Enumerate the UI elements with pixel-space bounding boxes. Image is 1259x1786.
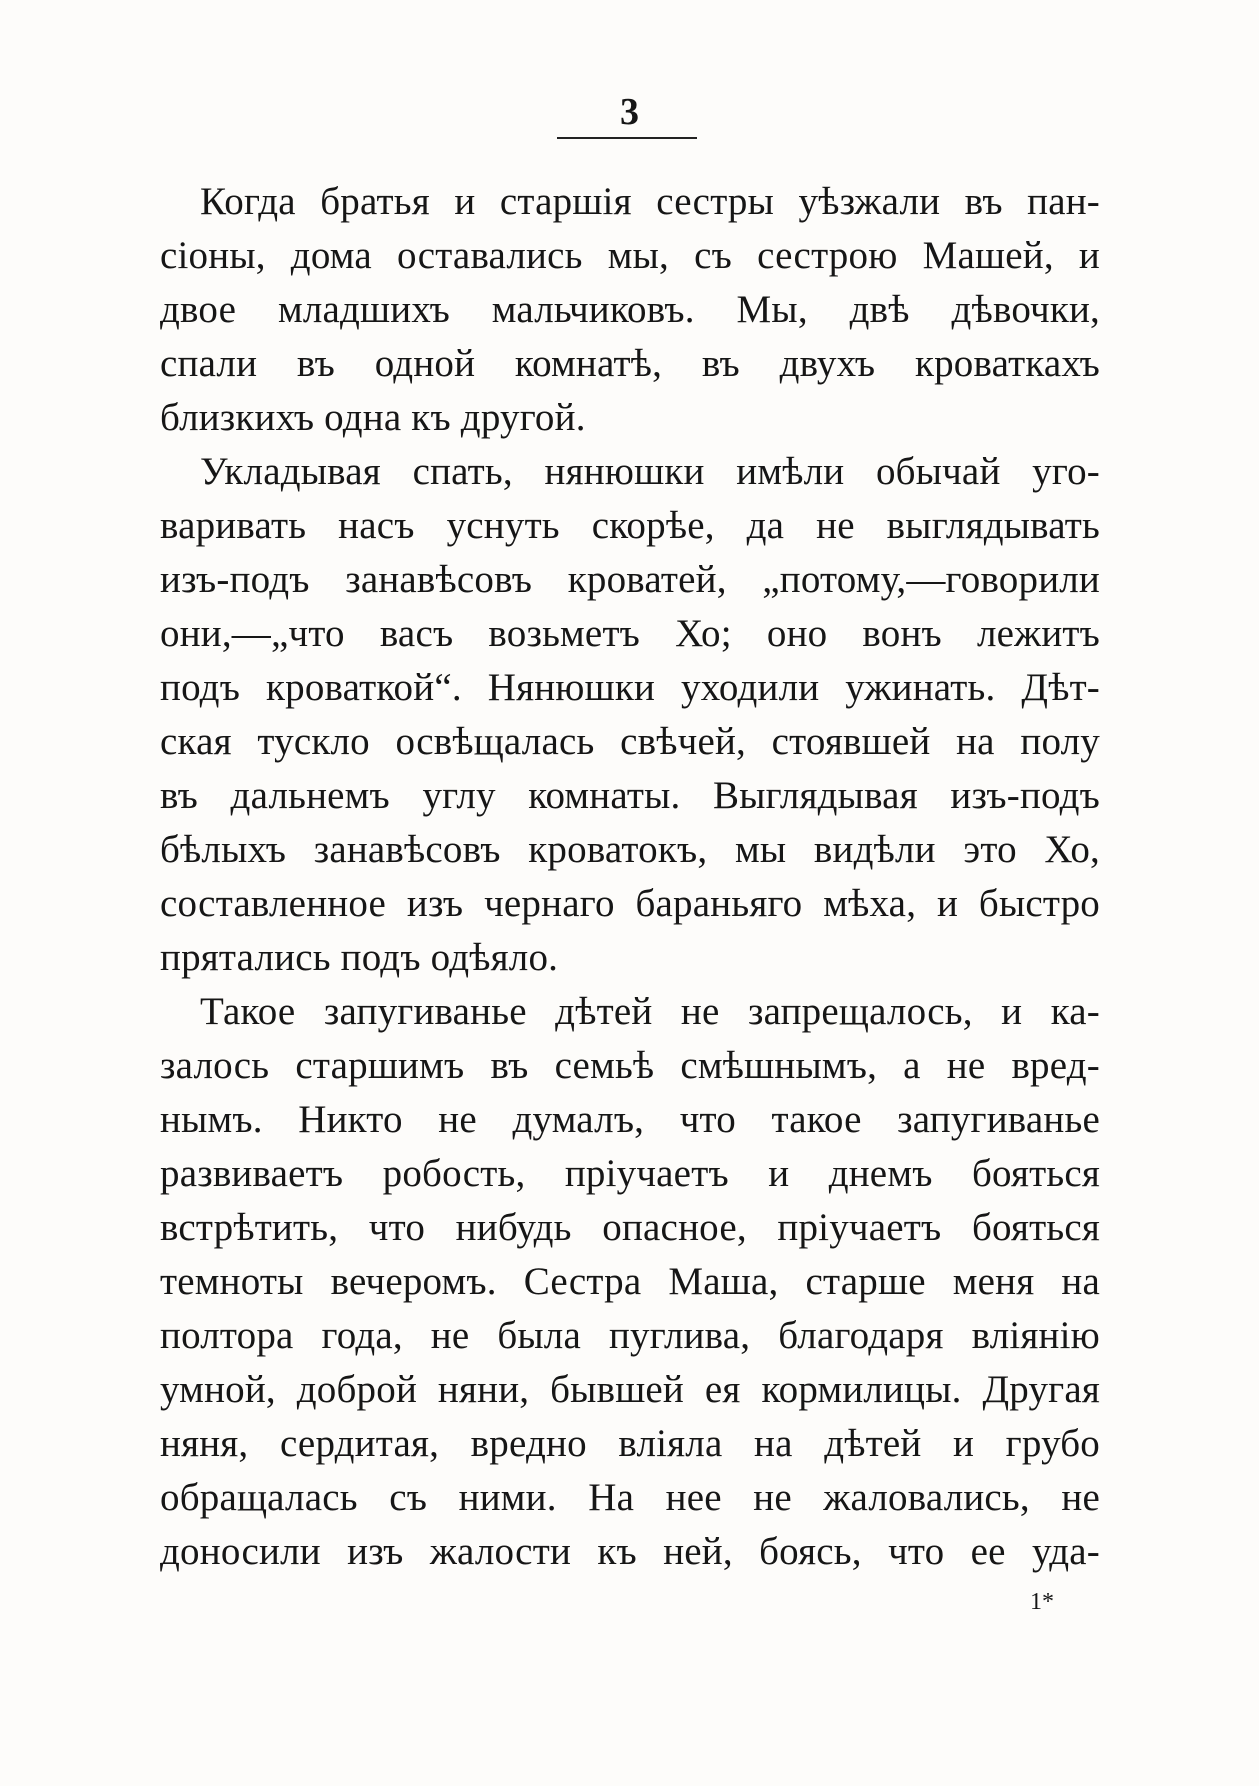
text-line: развиваетъ робость, пріучаетъ и днемъ бояться: [160, 1152, 1100, 1195]
text-line: залось старшимъ въ семьѣ смѣшнымъ, а не вред-: [160, 1044, 1100, 1087]
signature-mark: 1*: [1030, 1589, 1054, 1615]
text-line: въ дальнемъ углу комнаты. Выглядывая изъ-подъ: [160, 774, 1100, 817]
text-line: сіоны, дома оставались мы, съ сестрою Машей, и: [160, 234, 1100, 277]
text-line: двое младшихъ мальчиковъ. Мы, двѣ дѣвочки,: [160, 288, 1100, 331]
text-line: Укладывая спать, нянюшки имѣли обычай уго-: [200, 450, 1100, 493]
text-line: варивать насъ уснуть скорѣе, да не выглядывать: [160, 504, 1100, 547]
text-line: встрѣтить, что нибудь опасное, пріучаетъ бояться: [160, 1206, 1100, 1249]
text-line: Когда братья и старшія сестры уѣзжали въ пан-: [200, 180, 1100, 223]
text-line: изъ-подъ занавѣсовъ кроватей, „потому,—говорили: [160, 558, 1100, 601]
text-line: спали въ одной комнатѣ, въ двухъ кроваткахъ: [160, 342, 1100, 385]
text-line: темноты вечеромъ. Сестра Маша, старше меня на: [160, 1260, 1100, 1303]
text-line: полтора года, не была пуглива, благодаря вліянію: [160, 1314, 1100, 1357]
text-line: близкихъ одна къ другой.: [160, 396, 586, 439]
page-number: 3: [620, 91, 639, 133]
text-line: они,—„что васъ возьметъ Хо; оно вонъ лежитъ: [160, 612, 1100, 655]
text-line: умной, доброй няни, бывшей ея кормилицы. Другая: [160, 1368, 1100, 1411]
text-line: составленное изъ чернаго бараньяго мѣха, и быстро: [160, 882, 1100, 925]
text-line: няня, сердитая, вредно вліяла на дѣтей и грубо: [160, 1422, 1100, 1465]
paragraph: [160, 175, 1100, 445]
text-line: подъ кроваткой“. Нянюшки уходили ужинать. Дѣт-: [160, 666, 1100, 709]
paragraph: [160, 985, 1100, 1579]
text-line: ская тускло освѣщалась свѣчей, стоявшей на полу: [160, 720, 1100, 763]
text-line: обращалась съ ними. На нее не жаловались, не: [160, 1476, 1100, 1519]
body-text: [160, 175, 1100, 1579]
text-line: нымъ. Никто не думалъ, что такое запугиванье: [160, 1098, 1100, 1141]
text-line: доносили изъ жалости къ ней, боясь, что ее уда-: [160, 1530, 1100, 1573]
text-line: бѣлыхъ занавѣсовъ кроватокъ, мы видѣли это Хо,: [160, 828, 1100, 871]
paragraph: [160, 445, 1100, 985]
text-line: прятались подъ одѣяло.: [160, 936, 559, 979]
header-rule: [557, 137, 697, 139]
text-line: Такое запугиванье дѣтей не запрещалось, и ка-: [200, 990, 1100, 1033]
